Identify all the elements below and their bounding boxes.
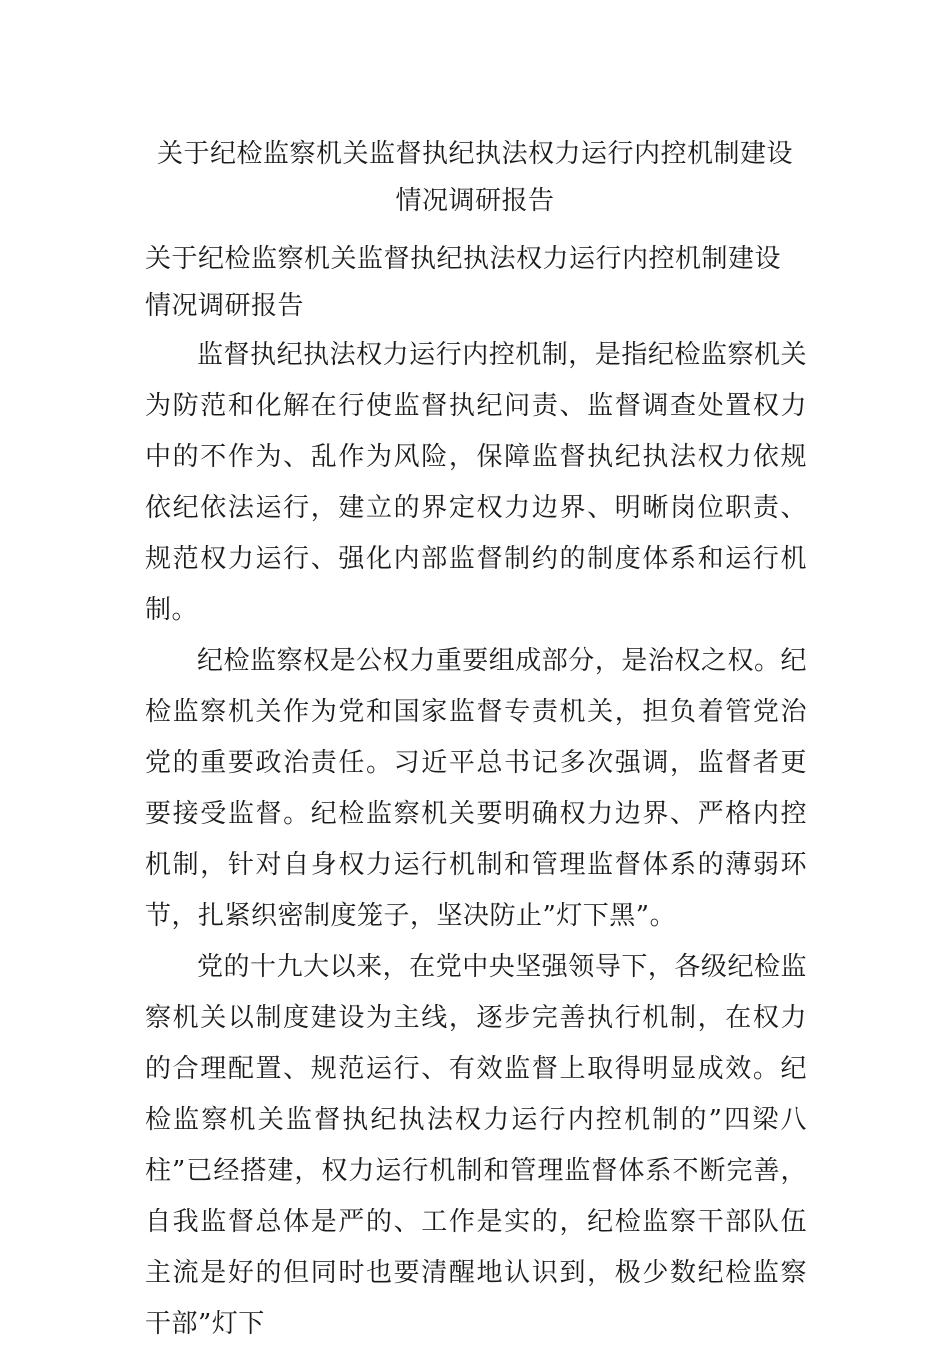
document-body bbox=[145, 330, 807, 1350]
document-title: 关于纪检监察机关监督执纪执法权力运行内控机制建设情况调研报告 bbox=[156, 139, 793, 216]
document-subtitle: 关于纪检监察机关监督执纪执法权力运行内控机制建设情况调研报告 bbox=[145, 244, 782, 321]
paragraph-2: 纪检监察权是公权力重要组成部分，是治权之权。纪检监察机关作为党和国家监督专责机关，担负着管党治党的重要政治责任。习近平总书记多次强调，监督者更要接受监督。纪检监察机关要明确权力边界、严格内控机制，针对自身权力运行机制和管理监督体系的薄弱环节，扎紧织密制度笼子，坚决防止”灯下黑”。 bbox=[145, 646, 807, 931]
paragraph-1: 监督执纪执法权力运行内控机制，是指纪检监察机关为防范和化解在行使监督执纪问责、监督调查处置权力中的不作为、乱作为风险，保障监督执纪执法权力依规依纪依法运行，建立的界定权力边界、明晰岗位职责、规范权力运行、强化内部监督制约的制度体系和运行机制。 bbox=[145, 340, 807, 625]
paragraph-3: 党的十九大以来，在党中央坚强领导下，各级纪检监察机关以制度建设为主线，逐步完善执行机制，在权力的合理配置、规范运行、有效监督上取得明显成效。纪检监察机关监督执纪执法权力运行内控机制的”四梁八柱”已经搭建，权力运行机制和管理监督体系不断完善，自我监督总体是严的、工作是实的，纪检监察干部队伍主流是好的但同时也要清醒地认识到，极少数纪检监察干部”灯下 bbox=[145, 952, 807, 1339]
